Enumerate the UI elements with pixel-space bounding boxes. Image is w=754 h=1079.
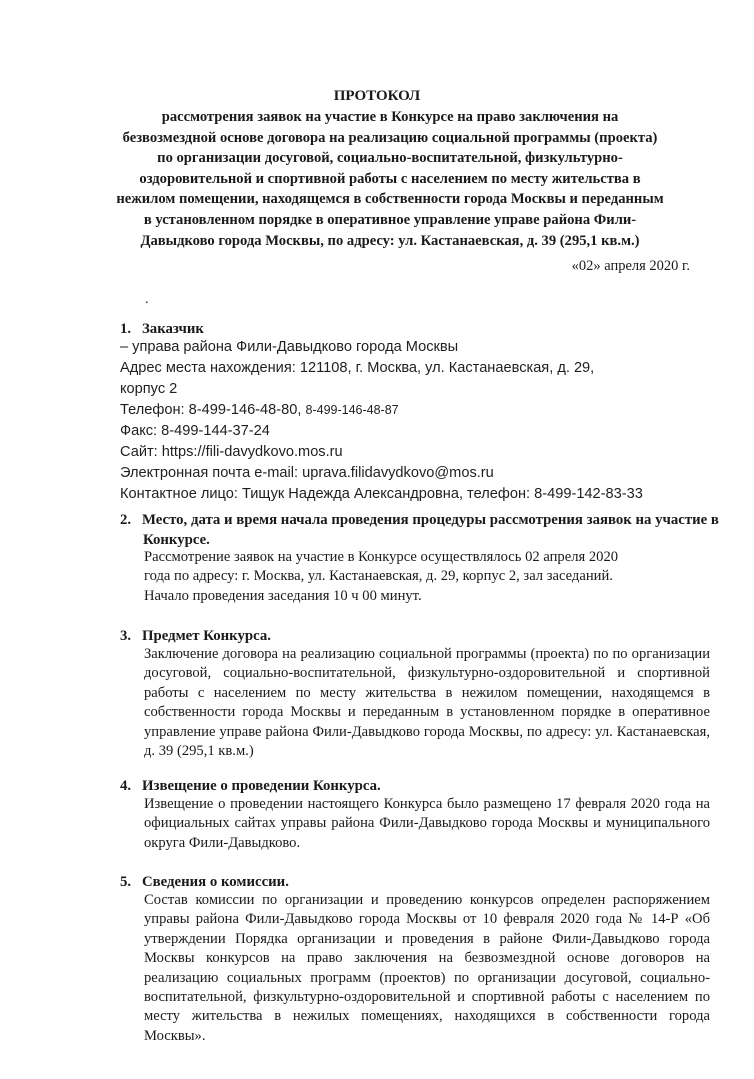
section-title: Сведения о комиссии. (142, 874, 289, 890)
subtitle-line: безвозмездной основе договора на реализацию социальной программы (проекта) (122, 129, 658, 146)
subtitle-line: в установленном порядке в оперативное управление управе района Фили- (143, 211, 637, 228)
customer-phone (120, 400, 720, 421)
section-3-heading (120, 626, 271, 646)
phone-extra: 8-499-146-48-87 (305, 403, 399, 417)
section-number: 3. (120, 628, 132, 644)
text-line: Начало проведения заседания 10 ч 00 минут. (144, 587, 422, 604)
section-2-body (144, 548, 724, 606)
section-number: 1. (120, 321, 132, 337)
customer-address-cont: корпус 2 (120, 381, 178, 397)
customer-site: Сайт: https://fili-davydkovo.mos.ru (120, 444, 343, 460)
subtitle-line: рассмотрения заявок на участие в Конкурсе на право заключения на (161, 109, 619, 125)
section-number: 4. (120, 778, 132, 794)
customer-email: Электронная почта e-mail: uprava.filidavydkovo@mos.ru (120, 465, 494, 481)
customer-details (120, 337, 720, 505)
subtitle-line: Давыдково города Москвы, по адресу: ул. Кастанаевская, д. 39 (295,1 кв.м.) (140, 232, 640, 249)
section-4-body: Извещение о проведении настоящего Конкурса было размещено 17 февраля 2020 года на официальных сайтах управы района Фили-Давыдково города Москвы и муниципального округа Фили-Давыдково. (144, 796, 710, 851)
text-line: года по адресу: г. Москва, ул. Кастанаевская, д. 29, корпус 2, зал заседаний. (144, 568, 613, 585)
stray-dot: . (145, 292, 149, 307)
section-number: 2. (120, 512, 132, 528)
section-title: Заказчик (142, 321, 204, 337)
document-date: «02» апреля 2020 г. (571, 258, 690, 274)
document-title: ПРОТОКОЛ (333, 88, 421, 104)
phone-main: Телефон: 8-499-146-48-80, (120, 402, 302, 418)
section-title: Извещение о проведении Конкурса. (142, 778, 381, 794)
document-subtitle (90, 107, 690, 251)
subtitle-line: нежилом помещении, находящемся в собственности города Москвы и переданным (116, 191, 664, 208)
section-number: 5. (120, 874, 132, 890)
section-4-heading (120, 776, 381, 796)
section-title: Предмет Конкурса. (142, 628, 271, 644)
text-line: Рассмотрение заявок на участие в Конкурсе осуществлялось 02 апреля 2020 (144, 549, 619, 565)
section-5-heading (120, 872, 289, 892)
customer-address: Адрес места нахождения: 121108, г. Москва, ул. Кастанаевская, д. 29, (120, 360, 595, 376)
customer-contact: Контактное лицо: Тищук Надежда Александровна, телефон: 8-499-142-83-33 (120, 486, 643, 502)
section-title: Место, дата и время начала проведения процедуры рассмотрения заявок на участие в Конкурсе. (142, 512, 719, 548)
customer-name: – управа района Фили-Давыдково города Москвы (120, 339, 459, 355)
subtitle-line: оздоровительной и спортивной работы с населением по месту жительства в (139, 170, 641, 187)
subtitle-line: по организации досуговой, социально-воспитательной, физкультурно- (157, 150, 623, 167)
section-5-body: Состав комиссии по организации и проведению конкурсов определен распоряжением управы района Фили-Давыдково города Москвы от 10 февраля 2020 года № 14-Р «Об утверждении Порядка организации и проведения в районе Фили-Давыдково города Москвы конкурсов на право заключения на безвозмездной основе договоров на реализацию социальных программ (проектов) по организации досуговой, социально-воспитательной, физкультурно-оздоровительной и спортивной работы с населением по месту жительства в нежилых помещениях, находящихся в собственности города Москвы». (144, 892, 710, 1044)
customer-fax: Факс: 8-499-144-37-24 (120, 423, 270, 439)
section-1-heading (120, 319, 204, 339)
section-2-heading (120, 510, 743, 550)
section-3-body: Заключение договора на реализацию социальной программы (проекта) по по организации досуговой, социально-воспитательной, физкультурно-оздоровительной и спортивной работы с населением по месту жительства в нежилом помещении, находящемся в собственности города Москвы и переданным в установленном порядке в оперативное управление управе района Фили-Давыдково города Москвы, по адресу: ул. Кастанаевская, д. 39 (295,1 кв.м.) (144, 646, 710, 760)
